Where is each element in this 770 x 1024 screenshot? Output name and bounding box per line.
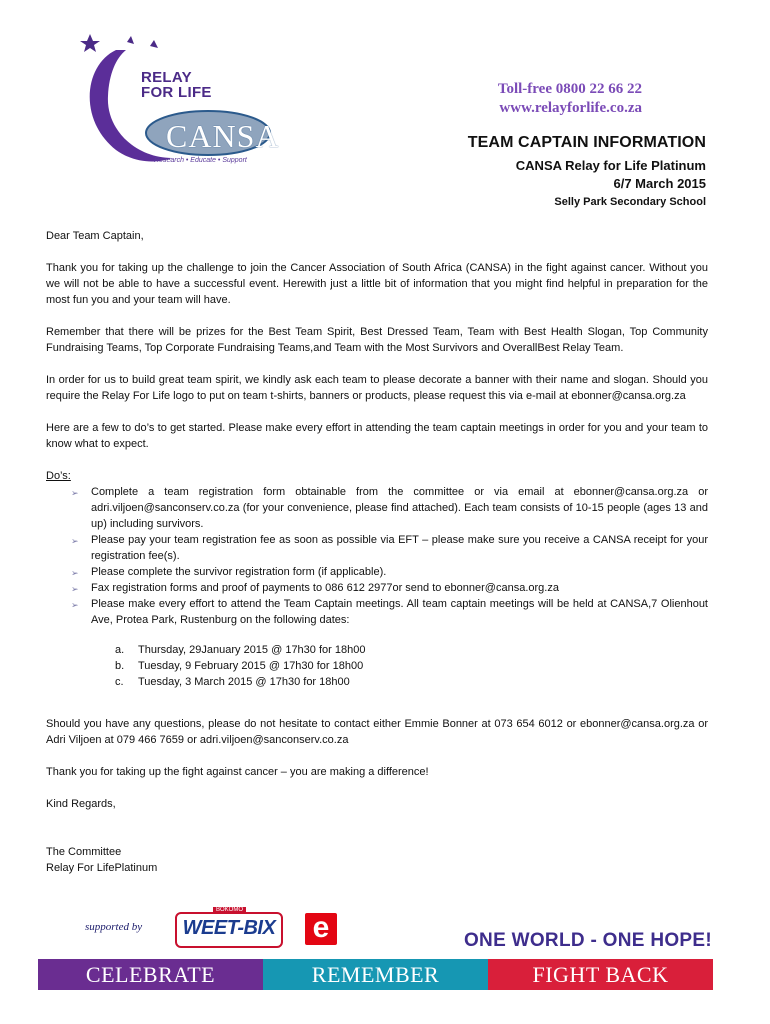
paragraph-thanks: Thank you for taking up the fight against cancer – you are making a difference! [46,766,429,778]
meeting-date-text: Tuesday, 3 March 2015 @ 17h30 for 18h00 [138,676,350,688]
event-venue: Selly Park Secondary School [554,196,706,208]
cansa-tagline: Research • Educate • Support [154,157,247,164]
arrow-bullet-icon: ➢ [71,600,79,610]
signature-line-1: The Committee [46,846,122,858]
meeting-date-text: Tuesday, 9 February 2015 @ 17h30 for 18h00 [138,660,364,672]
supported-by-label: supported by [85,921,143,933]
list-item [46,564,708,580]
relay-for-life-logo [76,30,286,170]
meeting-date-item [46,674,708,690]
arrow-bullet-icon: ➢ [71,488,79,498]
list-item [46,580,708,596]
banner-celebrate: CELEBRATE [38,959,263,990]
page-title: TEAM CAPTAIN INFORMATION [467,134,706,151]
star-icon [150,40,158,48]
list-item [46,532,708,564]
star-icon [80,34,100,52]
relay-line-1: RELAY [141,69,192,86]
star-icon [127,36,134,44]
weetbix-wordmark: WEET-BIX [182,917,276,939]
paragraph-questions: Should you have any questions, please do not hesitate to contact either Emmie Bonner at 073 654 6012 or ebonner@cansa.org.za or Adri Viljoen at 079 466 7659 or adri.viljoen@sanconserv.co.za [46,718,708,746]
meeting-date-item [46,658,708,674]
arrow-bullet-icon: ➢ [71,536,79,546]
list-item [46,596,708,628]
cansa-wordmark: CANSA [166,118,280,154]
footer-banner [38,959,713,990]
banner-remember: REMEMBER [263,959,488,990]
e-tv-logo: e [305,913,337,945]
banner-fight-back: FIGHT BACK [488,959,713,990]
website-link[interactable]: www.relayforlife.co.za [499,100,642,116]
list-item-text: Complete a team registration form obtainable from the committee or via email at ebonner@cansa.org.za or adri.viljoen@sanconserv.co.za (for your convenience, please find attached). Each team consists of 10-15 people (ages 13 and up) including survivors. [91,486,708,530]
list-marker: c. [115,676,124,688]
list-item-text: Please make every effort to attend the Team Captain meetings. All team captain meetings will be held at CANSA,7 Olienhout Ave, Protea Park, Rustenburg on the following dates: [91,598,708,626]
list-item-text: Please pay your team registration fee as soon as possible via EFT – please make sure you receive a CANSA receipt for your registration fee(s). [91,534,708,562]
list-item-text: Please complete the survivor registration form (if applicable). [91,566,387,578]
contact-block [498,80,642,118]
event-date: 6/7 March 2015 [613,176,706,191]
relay-wordmark [141,70,212,100]
list-marker: a. [115,644,125,656]
signature-line-2: Relay For LifePlatinum [46,862,158,874]
list-item-text: Fax registration forms and proof of payments to 086 612 2977or send to ebonner@cansa.org.za [91,582,559,594]
paragraph-intro: Thank you for taking up the challenge to join the Cancer Association of South Africa (CANSA) in the fight against cancer. Without you we will not be able to have a successful event. Herewith just a little bit of information that you might find helpful in preparation for the most fun you and your team will have. [46,262,708,306]
kind-regards: Kind Regards, [46,798,116,810]
bokomo-label: BOKOMO [213,907,246,913]
list-item [46,484,708,532]
slogan: ONE WORLD - ONE HOPE! [463,930,712,951]
dos-heading: Do’s: [46,470,71,482]
title-block [468,134,706,208]
paragraph-todo: Here are a few to do’s to get started. Please make every effort in attending the team captain meetings in order for you and your team to know what to expect. [46,422,708,450]
arrow-bullet-icon: ➢ [71,568,79,578]
meeting-dates-list [46,642,708,690]
relay-line-2: FOR LIFE [141,84,212,101]
weetbix-logo [175,907,283,948]
letter-body [46,228,708,876]
dos-list [46,484,708,628]
tollfree-number: Toll-free 0800 22 66 22 [497,81,642,97]
paragraph-banner: In order for us to build great team spirit, we kindly ask each team to please decorate a banner with their name and slogan. Should you require the Relay For Life logo to put on team t-shirts, banners or products, please request this via e-mail at ebonner@cansa.org.za [46,374,708,402]
list-marker: b. [115,660,125,672]
paragraph-prizes: Remember that there will be prizes for the Best Team Spirit, Best Dressed Team, Team with Best Health Slogan, Top Community Fundraising Teams, Top Corporate Fundraising Teams,and Team with the Most Survivors and OverallBest Relay Team. [46,326,708,354]
meeting-date-text: Thursday, 29January 2015 @ 17h30 for 18h00 [138,644,366,656]
event-name: CANSA Relay for Life Platinum [515,158,706,173]
arrow-bullet-icon: ➢ [71,584,79,594]
salutation: Dear Team Captain, [46,230,144,242]
meeting-date-item [46,642,708,658]
